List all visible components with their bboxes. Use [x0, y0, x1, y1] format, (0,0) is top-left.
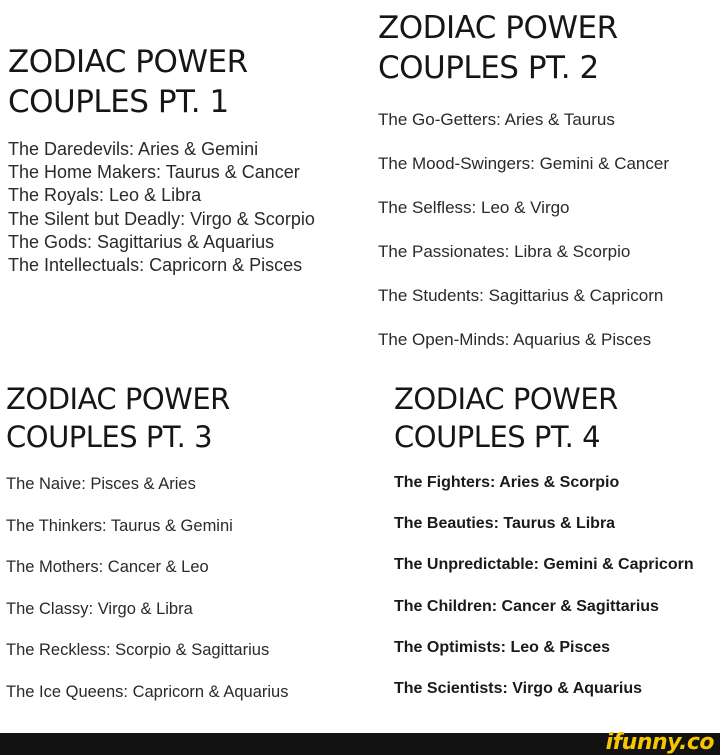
couple-item: The Mothers: Cancer & Leo	[6, 558, 209, 577]
couples-panel-part-1	[8, 42, 380, 342]
couple-item: The Fighters: Aries & Scorpio	[394, 474, 620, 491]
couple-item: The Open-Minds: Aquarius & Pisces	[378, 330, 652, 349]
couple-item: The Home Makers: Taurus & Cancer	[8, 162, 300, 183]
couples-panel-part-2	[378, 8, 720, 353]
panel-title-line-2: COUPLES PT. 1	[8, 84, 229, 120]
panel-title	[378, 8, 720, 88]
couple-item: The Selfless: Leo & Virgo	[378, 198, 570, 217]
couples-panel-part-4	[394, 380, 720, 710]
couple-item: The Unpredictable: Gemini & Capricorn	[394, 556, 694, 574]
couple-item: The Mood-Swingers: Gemini & Cancer	[378, 154, 670, 173]
ifunny-logo: ifunny.co	[605, 730, 714, 755]
panel-title	[394, 380, 720, 456]
couples-panel-part-3	[6, 380, 386, 710]
couples-list	[8, 138, 380, 277]
couple-item: The Go-Getters: Aries & Taurus	[378, 110, 615, 129]
couple-item: The Beauties: Taurus & Libra	[394, 515, 616, 533]
couple-item: The Daredevils: Aries & Gemini	[8, 139, 259, 159]
panel-title-line-1: ZODIAC POWER	[6, 382, 230, 416]
couple-item: The Students: Sagittarius & Capricorn	[378, 286, 664, 305]
couple-item: The Silent but Deadly: Virgo & Scorpio	[8, 208, 315, 229]
panel-title	[6, 380, 386, 456]
watermark-bar	[0, 730, 720, 755]
couple-item: The Ice Queens: Capricorn & Aquarius	[6, 682, 289, 701]
couple-item: The Naive: Pisces & Aries	[6, 475, 196, 493]
couple-item: The Classy: Virgo & Libra	[6, 599, 193, 618]
couple-item: The Reckless: Scorpio & Sagittarius	[6, 641, 270, 660]
couple-item: The Intellectuals: Capricorn & Pisces	[8, 255, 303, 276]
couple-item: The Gods: Sagittarius & Aquarius	[8, 231, 275, 252]
panel-title-line-2: COUPLES PT. 3	[6, 420, 213, 454]
couple-item: The Scientists: Virgo & Aquarius	[394, 680, 643, 698]
couple-item: The Optimists: Leo & Pisces	[394, 638, 611, 656]
couple-item: The Children: Cancer & Sagittarius	[394, 597, 659, 615]
couple-item: The Thinkers: Taurus & Gemini	[6, 516, 233, 535]
panel-title-line-1: ZODIAC POWER	[8, 44, 248, 80]
panel-title-line-2: COUPLES PT. 2	[378, 50, 599, 86]
couples-list	[6, 464, 386, 710]
panel-title-line-1: ZODIAC POWER	[378, 10, 618, 46]
panel-title	[8, 42, 380, 122]
couple-item: The Passionates: Libra & Scorpio	[378, 242, 631, 261]
panel-title-line-1: ZODIAC POWER	[394, 382, 618, 416]
panel-title-line-2: COUPLES PT. 4	[394, 420, 601, 454]
couple-item: The Royals: Leo & Libra	[8, 185, 202, 206]
couples-list	[394, 462, 720, 709]
couples-list	[378, 98, 720, 353]
